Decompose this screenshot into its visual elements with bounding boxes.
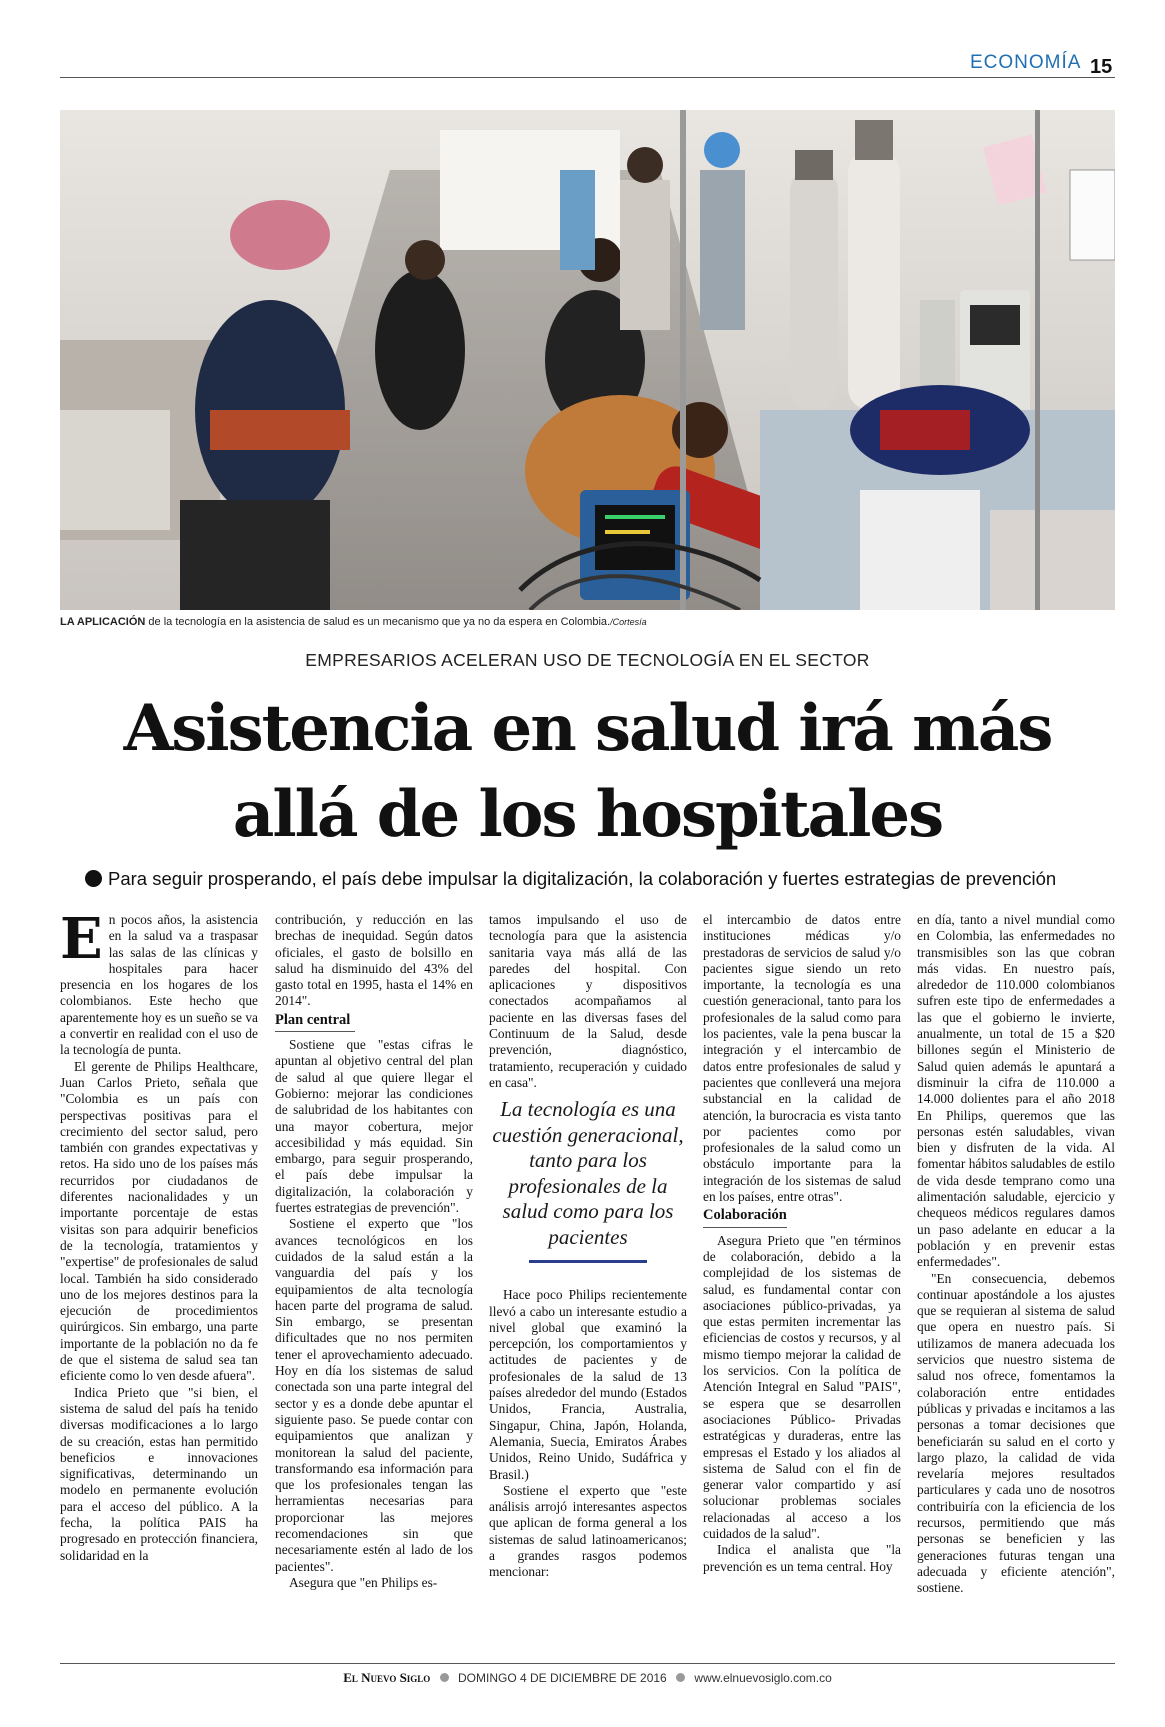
pull-quote-rule — [529, 1260, 647, 1263]
paragraph: El gerente de Philips Healthcare, Juan Carlos Prieto, señala que "Colombia es un país con perspectivas positivas para el crecimiento del sector salud, pero también con grandes expectativas y retos. Ha sido uno de los países más recurridos por ciudadanos de diferentes nacionalidades y un importante porcentaje de estas visitas son para adquirir beneficios de la tecnología, tratamientos y "expertise" de profesionales de salud local. También ha sido considerado uno de los mejores destinos para la ejecución de procedimientos quirúrgicos. Sin embargo, una parte importante de la población no da fe de que el sistema de salud sea tan eficiente como lo ven desde afuera". — [60, 1058, 258, 1384]
headline-line-2: allá de los hospitales — [232, 777, 943, 852]
paragraph: el intercambio de datos entre instituciones médicas y/o prestadoras de servicios de salud y/o pacientes sigue siendo un reto importante, la tecnología es una cuestión generacional, tanto para los profesionales de la salud como para los pacientes, vale la pena buscar la integración y el intercambio de datos entre profesionales de salud y pacientes que conlleverá una mejora substancial en la calidad de atención, la burocracia es vista tanto por pacientes como por profesionales de la salud como un obstáculo importante para la integración de los sistemas de salud en los países, entre otras". — [703, 912, 901, 1205]
paragraph: tamos impulsando el uso de tecnología para que la asistencia sanitaria vaya más allá de las paredes del hospital. Con aplicaciones y dispositivos conectados acompañamos al paciente en las diversas fases del Continuum de la Salud, desde prevención, diagnóstico, tratamiento, recuperación y cuidado en casa". — [489, 912, 687, 1090]
subhead-colaboracion: Colaboración — [703, 1207, 787, 1227]
paragraph: en día, tanto a nivel mundial como en Colombia, las enfermedades no transmisibles son las que cobran más vidas. En nuestro país, alrededor de 110.000 colombianos sufren este tipo de enfermedades a las que el gobierno le invierte, anualmente, un total de 15 a $20 billones según el Ministerio de Salud quien además le apuntará a disminuir la cifra de 110.000 a 14.000 dolientes para el año 2018 En Philips, queremos que las personas estén saludables, vivan bien y disfruten de la vida. Al fomentar hábitos saludables de estilo de vida desde temprano como una alimentación saludable, ejercicio y chequeos médicos regulares damos un paso adelante en educar a la población y en prevenir estas enfermedades". — [917, 912, 1115, 1270]
page-number: 15 — [1090, 56, 1113, 78]
newspaper-name: El Nuevo Siglo — [343, 1670, 431, 1685]
paragraph: Asegura que "en Philips es- — [289, 1574, 438, 1590]
footer-url[interactable]: www.elnuevosiglo.com.co — [694, 1671, 832, 1685]
photo-caption — [60, 616, 1115, 628]
deck-text: Para seguir prosperando, el país debe impulsar la digitalización, la colaboración y fuertes estrategias de prevención — [108, 868, 1057, 889]
column-3 — [489, 912, 687, 1581]
column-1 — [60, 906, 258, 1564]
footer-date: DOMINGO 4 DE DICIEMBRE DE 2016 — [458, 1671, 667, 1685]
column-5 — [917, 912, 1115, 1596]
bullet-icon — [440, 1673, 449, 1682]
paragraph: Sostiene que "estas cifras le apuntan al objetivo central del plan de salud al que quiere llegar el Gobierno: mejorar las condiciones de salubridad de los habitantes con una mayor cobertura, mejor accesibilidad y más equidad. Sin embargo, para seguir prosperando, el país debe impulsar la digitalización, la colaboración y fuertes estrategias de prevención". — [275, 1037, 473, 1216]
subhead-plan-central: Plan central — [275, 1012, 355, 1032]
paragraph: "En consecuencia, debemos continuar apostándole a los ajustes que se requieran al sistema de salud que opera en nuestro país. Si utilizamos de manera adecuada los servicios que nuestro sistema de salud nos ofrece, fomentamos la colaboración entre entidades públicas y privadas e incitamos a las personas a tomar decisiones que beneficiarán su salud en el corto y largo plazo, la calidad de vida revelaría mejores resultados particulares y cada uno de nosotros contribuiría con la eficiencia de los recursos, permitiendo que más personas se beneficien y las generaciones futuras tengan una adecuada y eficiente atención", sostiene. — [917, 1270, 1115, 1596]
kicker: EMPRESARIOS ACELERAN USO DE TECNOLOGÍA EN EL SECTOR — [305, 650, 870, 670]
deck — [85, 868, 1115, 890]
paragraph: contribución, y reducción en las brechas de inequidad. Según datos oficiales, el gasto de bolsillo en salud ha disminuido del 43% del gasto total en 1995, hasta el 14% en 2014". — [275, 912, 473, 1009]
column-4 — [703, 912, 901, 1575]
bullet-icon — [85, 870, 102, 887]
photo-caption-lead: LA APLICACIÓN — [60, 616, 146, 628]
paragraph: Asegura Prieto que "en términos de colaboración, debido a la complejidad de los sistemas de salud, es fundamental contar con asociaciones público-privadas, ya que estas permiten incrementar las eficiencias de costos y recursos, y al mismo tiempo mejorar la calidad de los servicios. Con la política de Atención Integral en Salud "PAIS", se espera que se desarrollen asociaciones Público- Privadas estratégicas y duraderas, entre las empresas el Estado y los aliados al sistema de Salud con el fin de generar valor compartido y así solucionar problemas sociales relacionadas al acceso a los cuidados de la salud". — [703, 1232, 901, 1541]
column-2 — [275, 912, 473, 1591]
footer-rule — [60, 1663, 1115, 1664]
paragraph: Sostiene el experto que "los avances tecnológicos en los cuidados de la salud están a la vanguardia del país y los equipamientos de alta tecnología hacen parte del programa de salud. Sin embargo, se presentan dificultades que no nos permiten tener el aprovechamiento adecuado. Hoy en día los sistemas de salud conectada son una parte integral del sector y es a donde debe apuntar el siguiente paso. Se puede contar con equipamientos que analizan y monitorean la salud del paciente, transformando esa información para que los profesionales tengan las herramientas necesarias para proporcionar las mejores recomendaciones sin que necesariamente estén al lado de los pacientes". — [275, 1216, 473, 1574]
paragraph: Hace poco Philips recientemente llevó a cabo un interesante estudio a nivel global que examinó la percepción, los comportamientos y actitudes de pacientes y de profesionales de la salud de 13 países alrededor del mundo (Estados Unidos, Francia, Australia, Singapur, China, Japón, Holanda, Alemania, Suecia, Emiratos Árabes Unidos, Reino Unido, Sudáfrica y Brasil.) — [489, 1287, 687, 1482]
article-photo — [60, 110, 1115, 610]
drop-cap: E — [60, 906, 103, 972]
photo-caption-text: de la tecnología en la asistencia de salud es un mecanismo que ya no da espera en Colombia. — [145, 616, 611, 628]
section-label: ECONOMÍA — [970, 52, 1082, 73]
footer — [60, 1670, 1115, 1686]
hospital-scene-illustration — [60, 110, 1115, 610]
headline — [60, 686, 1115, 858]
paragraph: Indica el analista que "la prevención es un tema central. Hoy — [703, 1542, 901, 1574]
bullet-icon — [676, 1673, 685, 1682]
header-rule — [60, 77, 1115, 78]
headline-line-1: Asistencia en salud irá más — [123, 691, 1052, 766]
paragraph: Sostiene el experto que "este análisis arrojó interesantes aspectos que aplican de forma general a los sistemas de salud latinoamericanos; a grandes rasgos podemos mencionar: — [489, 1482, 687, 1580]
paragraph: n pocos años, la asistencia en la salud va a traspasar las salas de las clínicas y hospitales para hacer presencia en los hogares de los colombianos. Este hecho que aparentemente hoy es un sueño se va a convertir en realidad con el uso de la tecnología de punta. — [60, 912, 258, 1058]
photo-credit: /Cortesía — [610, 617, 647, 627]
paragraph: Indica Prieto que "si bien, el sistema de salud del país ha tenido diversas modificaciones a lo largo de su creación, estas han permitido beneficios e innovaciones significativas, determinando un modelo en permanente evolución para el acceso del público. A la fecha, la política PAIS ha progresado en protección financiera, solidaridad en la — [60, 1384, 258, 1563]
pull-quote: La tecnología es una cuestión generacional, tanto para los profesionales de la salud como para los pacientes — [492, 1097, 684, 1249]
